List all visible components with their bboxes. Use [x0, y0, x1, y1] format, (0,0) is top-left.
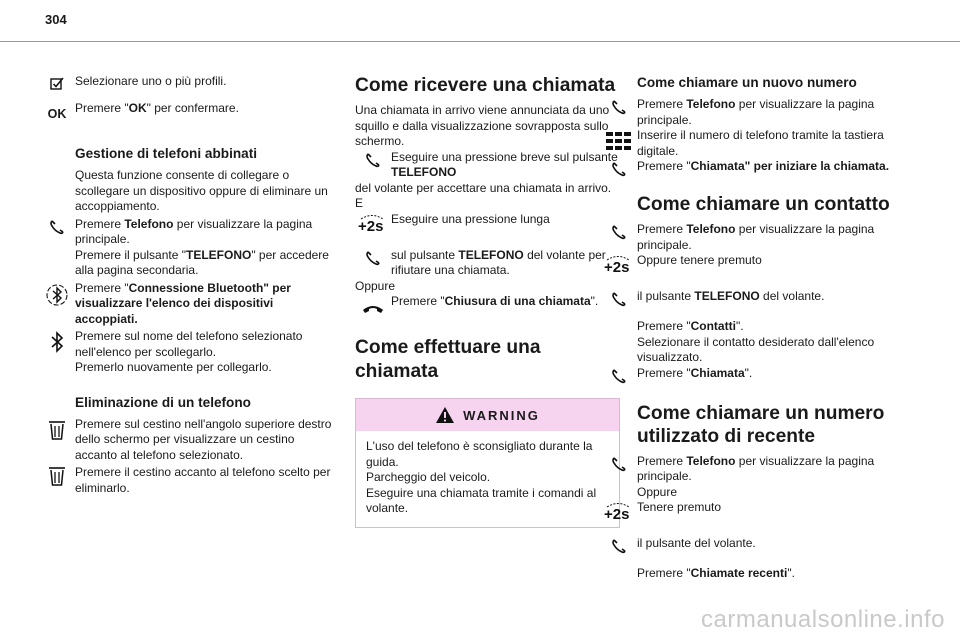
- svg-text:+2s: +2s: [358, 217, 384, 235]
- reject-text: sul pulsante TELEFONO del volante per rifiutare una chiamata.: [391, 247, 606, 277]
- heading-make-call: Come effettuare una chiamata: [355, 337, 541, 382]
- phone-handset-icon: [355, 150, 391, 168]
- short-press-text-b: del volante per accettare una chiamata in arrivo.: [355, 180, 612, 195]
- select-profiles-row: [39, 74, 337, 90]
- heading-new-number: Come chiamare un nuovo numero: [637, 75, 857, 90]
- phone-home-row: [39, 217, 337, 248]
- long-press-row: [355, 212, 620, 236]
- phone-handset-icon: [355, 248, 391, 266]
- phone-handset-icon: [601, 536, 637, 554]
- confirm-ok-text: Premere "OK" per confermare.: [75, 101, 239, 115]
- or-text: Oppure: [355, 278, 396, 293]
- heading-paired-phones: Gestione di telefoni abbinati: [75, 146, 258, 161]
- trash-text-2: Premere il cestino accanto al telefono scelto per eliminarlo.: [75, 465, 331, 495]
- new-phone-home-row: [601, 97, 907, 128]
- hold2-row: [601, 500, 907, 524]
- phone-handset-icon: [601, 289, 637, 307]
- recent-or-text: Oppure: [637, 484, 678, 499]
- long-press-text: Eseguire una pressione lunga: [391, 211, 550, 226]
- end-call-row: [355, 294, 620, 314]
- recent-phone-home-row: [601, 454, 907, 485]
- heading-receive-call: Come ricevere una chiamata: [355, 75, 616, 96]
- trash-icon: [39, 449, 75, 487]
- heading-recent-number: Come chiamare un numero utilizzato di recente: [637, 402, 885, 447]
- short-press-row: [355, 150, 620, 181]
- press-hold-2s-icon: [601, 500, 637, 524]
- contact-phone-home-text: Premere Telefono per visualizzare la pagina principale.: [637, 222, 875, 252]
- hang-up-icon: [355, 294, 391, 314]
- short-press-text-a: Eseguire una pressione breve sul pulsante TELEFONO: [391, 149, 618, 179]
- press-again-text: Premerlo nuovamente per collegarlo.: [75, 360, 272, 374]
- bluetooth-row: [39, 281, 337, 328]
- warning-box: [355, 398, 620, 528]
- wheel-button2-text: il pulsante del volante.: [637, 536, 756, 550]
- warning-line-3: Eseguire una chiamata tramite i comandi al volante.: [366, 485, 597, 515]
- press-hold-2s-icon: [355, 212, 391, 236]
- warning-triangle-icon: [435, 406, 455, 424]
- press-hold-2s-icon: [601, 253, 637, 277]
- phone-handset-icon: [601, 97, 637, 115]
- checkbox-edit-icon: [39, 74, 75, 90]
- phone-handset-icon: [601, 454, 637, 472]
- phone-handset-icon: [601, 159, 637, 177]
- column-middle: [355, 60, 620, 528]
- contacts-text: Premere "Contatti".: [637, 319, 744, 333]
- select-profiles-text: Selezionare uno o più profili.: [75, 74, 227, 88]
- warning-title: WARNING: [463, 407, 540, 423]
- paired-intro: Questa funzione consente di collegare o scollegare un dispositivo oppure di eliminare un accoppiamento.: [75, 168, 328, 213]
- wheel-button2-row: [601, 536, 907, 554]
- trash-icon: [39, 417, 75, 441]
- telefono-secondary-text: Premere il pulsante "TELEFONO" per accedere alla pagina secondaria.: [75, 247, 329, 277]
- recent-phone-home-text: Premere Telefono per visualizzare la pagina principale.: [637, 453, 875, 483]
- column-left: [47, 60, 337, 496]
- select-contact-text: Selezionare il contatto desiderato dall'elenco visualizzato.: [637, 334, 875, 364]
- wheel-button-row: [601, 289, 907, 307]
- bluetooth-text: Premere "Connessione Bluetooth" per visualizzare l'elenco dei dispositivi accoppiati.: [75, 280, 291, 326]
- receive-intro: Una chiamata in arrivo viene annunciata da uno squillo e dalla visualizzazione sovrapposta sullo schermo.: [355, 103, 610, 148]
- trash-row-2: [39, 449, 337, 496]
- watermark: carmanualsonline.info: [701, 606, 945, 633]
- start-call-row: [601, 159, 907, 177]
- call-contact-text: Premere "Chiamata".: [637, 365, 753, 380]
- svg-text:+2s: +2s: [604, 259, 630, 276]
- header-rule: [0, 41, 960, 42]
- call-contact-row: [601, 366, 907, 384]
- contact-phone-home-row: [601, 222, 907, 253]
- press-name-row: [39, 329, 337, 360]
- phone-handset-icon: [601, 366, 637, 384]
- heading-call-contact: Come chiamare un contatto: [637, 194, 890, 215]
- page-number: 304: [45, 12, 67, 27]
- start-call-text: Premere "Chiamata" per iniziare la chiamata.: [637, 159, 890, 173]
- reject-row: [355, 248, 620, 279]
- column-right: [604, 60, 907, 582]
- press-name-text: Premere sul nome del telefono selezionato nell'elenco per scollegarlo.: [75, 329, 303, 359]
- hold-row: [601, 253, 907, 277]
- warning-body: [356, 431, 619, 527]
- wheel-button-text: il pulsante TELEFONO del volante.: [637, 289, 825, 303]
- bluetooth-connection-icon: [39, 281, 75, 307]
- keypad-icon: [601, 128, 637, 150]
- phone-home-text: Premere Telefono per visualizzare la pagina principale.: [75, 216, 313, 246]
- confirm-ok-row: [39, 101, 337, 121]
- phone-handset-icon: [39, 217, 75, 235]
- and-text: E: [355, 196, 364, 210]
- warning-line-1: L'uso del telefono è sconsigliato durante la guida.: [366, 439, 593, 469]
- keypad-text: Inserire il numero di telefono tramite la tastiera digitale.: [637, 128, 884, 158]
- recent-calls-text: Premere "Chiamate recenti".: [637, 566, 795, 580]
- hold-text: Oppure tenere premuto: [637, 253, 762, 267]
- hold2-text: Tenere premuto: [637, 500, 722, 514]
- warning-header: [356, 399, 619, 431]
- svg-text:+2s: +2s: [604, 506, 630, 523]
- end-call-text: Premere "Chiusura di una chiamata".: [391, 294, 599, 308]
- phone-handset-icon: [601, 222, 637, 240]
- trash-text-1: Premere sul cestino nell'angolo superiore destro dello schermo per visualizzare un cestino accanto al telefono selezionato.: [75, 416, 332, 462]
- keypad-row: [601, 128, 907, 159]
- heading-delete-phone: Eliminazione di un telefono: [75, 394, 251, 410]
- warning-line-2: Parcheggio del veicolo.: [366, 470, 491, 484]
- ok-icon: OK: [47, 107, 67, 121]
- new-phone-home-text: Premere Telefono per visualizzare la pagina principale.: [637, 97, 875, 127]
- bluetooth-icon: [39, 329, 75, 353]
